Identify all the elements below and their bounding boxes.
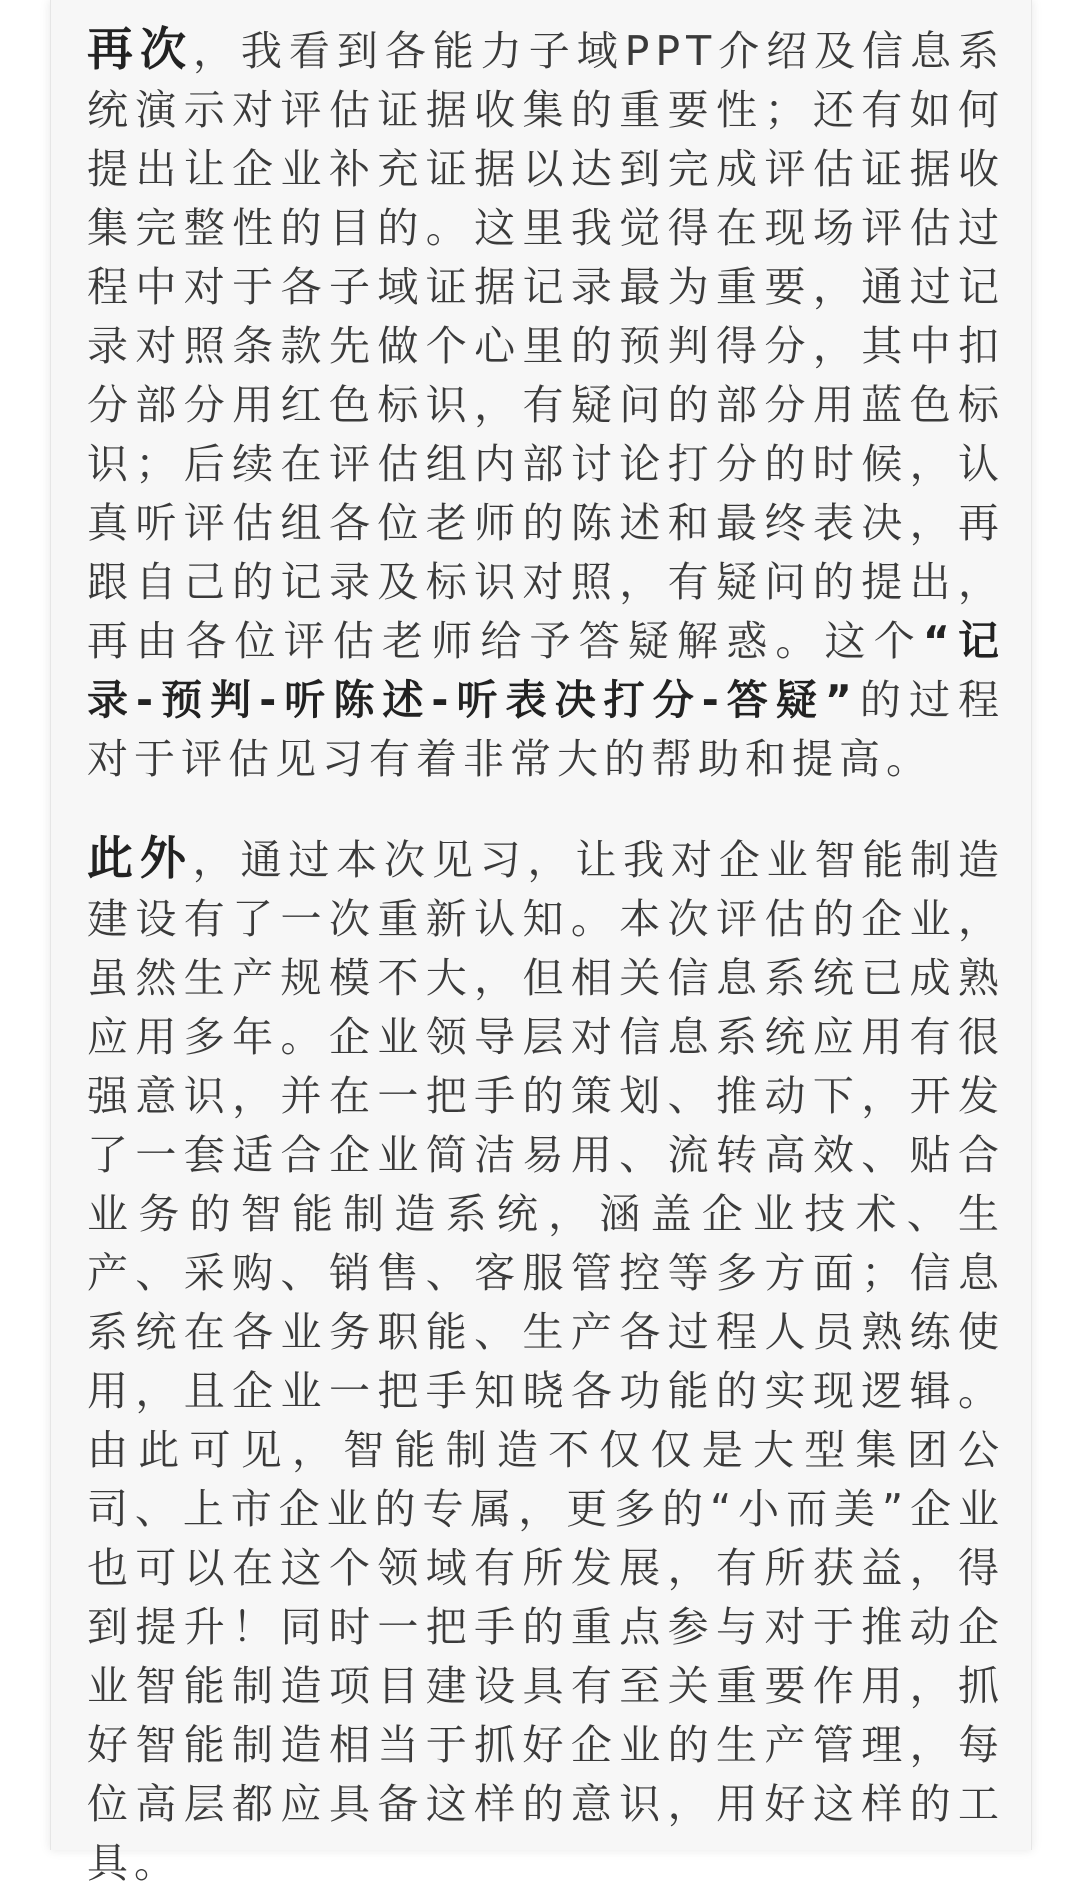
- paragraph-text: 的过程对于评估见习有着非常大的帮助和提高。: [87, 676, 1006, 783]
- paragraph-lead: 再次: [87, 22, 193, 76]
- paragraph-1: [87, 20, 1005, 789]
- paragraph-2: [87, 829, 1005, 1893]
- paragraph-text: ，我看到各能力子域PPT介绍及信息系统演示对评估证据收集的重要性；还有如何提出让企业补充证据以达到完成评估证据收集完整性的目的。这里我觉得在现场评估过程中对于各子域证据记录最为重要，通过记录对照条款先做个心里的预判得分，其中扣分部分用红色标识，有疑问的部分用蓝色标识；后续在评估组内部讨论打分的时候，认真听评估组各位老师的陈述和最终表决，再跟自己的记录及标识对照，有疑问的提出，再由各位评估老师给予答疑解惑。这个: [87, 27, 1006, 665]
- paragraph-text: ，通过本次见习，让我对企业智能制造建设有了一次重新认知。本次评估的企业，虽然生产规模不大，但相关信息系统已成熟应用多年。企业领导层对信息系统应用有很强意识，并在一把手的策划、推动下，开发了一套适合企业简洁易用、流转高效、贴合业务的智能制造系统，涵盖企业技术、生产、采购、销售、客服管控等多方面；信息系统在各业务职能、生产各过程人员熟练使用，且企业一把手知晓各功能的实现逻辑。由此可见，智能制造不仅仅是大型集团公司、上市企业的专属，更多的“小而美”企业也可以在这个领域有所发展，有所获益，得到提升！同时一把手的重点参与对于推动企业智能制造项目建设具有至关重要作用，抓好智能制造相当于抓好企业的生产管理，每位高层都应具备这样的意识，用好这样的工具。: [87, 836, 1006, 1887]
- paragraph-lead: 此外: [87, 831, 193, 885]
- article-body: [87, 20, 1005, 1893]
- emphasized-phrase: “记录-预判-听陈述-听表决打分-答疑”: [87, 617, 1006, 724]
